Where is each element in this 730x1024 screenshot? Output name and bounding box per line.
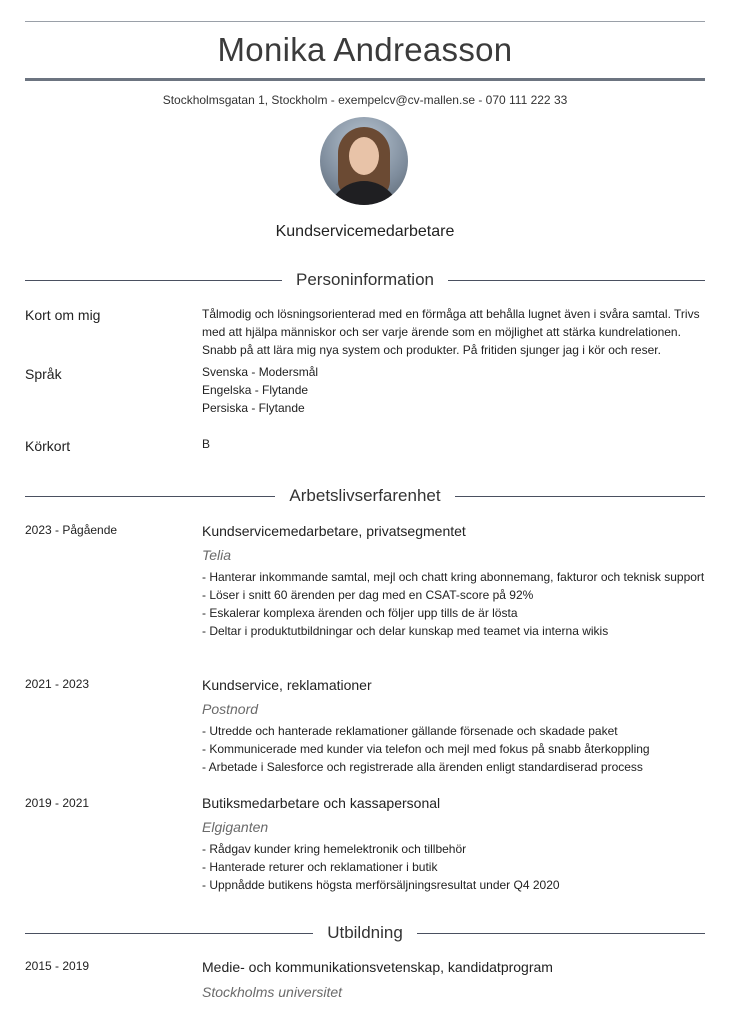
section-personal (25, 270, 705, 290)
bullet-item: - Utredde och hanterade reklamationer gällande försenade och skadade paket (202, 724, 618, 738)
experience-bullets (202, 840, 707, 894)
experience-org: Telia (202, 547, 232, 563)
education-program: Medie- och kommunikationsvetenskap, kandidatprogram (202, 959, 553, 975)
bullet-item: - Deltar i produktutbildningar och delar kunskap med teamet via interna wikis (202, 624, 609, 638)
section-title: Arbetslivserfarenhet (289, 486, 441, 505)
section-title: Personinformation (296, 270, 434, 289)
bullet-item: - Hanterade returer och reklamationer i butik (202, 860, 438, 874)
bullet-item: - Uppnådde butikens högsta merförsäljningsresultat under Q4 2020 (202, 878, 560, 892)
header-rule (25, 78, 705, 81)
bullet-item: - Löser i snitt 60 ärenden per dag med en CSAT-score på 92% (202, 588, 534, 602)
experience-date: 2019 - 2021 (25, 796, 90, 810)
bullet-item: - Arbetade i Salesforce och registrerade alla ärenden enligt standardiserad process (202, 760, 643, 774)
about-label: Kort om mig (25, 307, 101, 323)
bullet-item: - Rådgav kunder kring hemelektronik och tillbehör (202, 842, 467, 856)
section-line-right (417, 933, 705, 934)
experience-org: Elgiganten (202, 819, 269, 835)
section-title: Utbildning (327, 923, 403, 942)
profile-photo (320, 117, 408, 205)
license-label: Körkort (25, 438, 71, 454)
experience-org: Postnord (202, 701, 259, 717)
section-line-left (25, 496, 275, 497)
language-item: Svenska - Modersmål (202, 365, 319, 379)
education-school: Stockholms universitet (202, 984, 343, 1000)
education-date: 2015 - 2019 (25, 959, 90, 973)
bullet-item: - Hanterar inkommande samtal, mejl och chatt kring abonnemang, fakturor och teknisk support (202, 570, 705, 584)
photo-face (349, 137, 379, 175)
section-line-right (448, 280, 705, 281)
section-line-left (25, 933, 313, 934)
bullet-item: - Eskalerar komplexa ärenden och följer upp tills de är lösta (202, 606, 518, 620)
experience-role: Kundservicemedarbetare, privatsegmentet (202, 523, 466, 539)
license-value: B (202, 437, 211, 451)
language-item: Engelska - Flytande (202, 383, 309, 397)
experience-role: Butiksmedarbetare och kassapersonal (202, 795, 441, 811)
experience-date: 2023 - Pågående (25, 523, 118, 537)
candidate-name: Monika Andreasson (217, 31, 513, 68)
experience-date: 2021 - 2023 (25, 677, 90, 691)
section-line-left (25, 280, 282, 281)
languages-label: Språk (25, 366, 62, 382)
job-title: Kundservicemedarbetare (275, 223, 455, 240)
languages-list (202, 363, 707, 417)
bullet-item: - Kommunicerade med kunder via telefon och mejl med fokus på snabb återkoppling (202, 742, 650, 756)
section-experience (25, 486, 705, 506)
language-item: Persiska - Flytande (202, 401, 305, 415)
experience-bullets (202, 722, 707, 776)
top-rule (25, 21, 705, 22)
about-text: Tålmodig och lösningsorienterad med en förmåga att behålla lugnet även i svåra samtal. Trivs med att hjälpa människor och ser varje ärende som en möjlighet att stärka kundrelationen. Snabb på att lära mig nya system och produkter. På fritiden sjunger jag i kör och reser. (202, 307, 700, 357)
section-line-right (455, 496, 705, 497)
experience-bullets (202, 568, 707, 640)
experience-role: Kundservice, reklamationer (202, 677, 372, 693)
contact-line: Stockholmsgatan 1, Stockholm - exempelcv@cv-mallen.se - 070 111 222 33 (162, 93, 568, 107)
section-education (25, 923, 705, 943)
